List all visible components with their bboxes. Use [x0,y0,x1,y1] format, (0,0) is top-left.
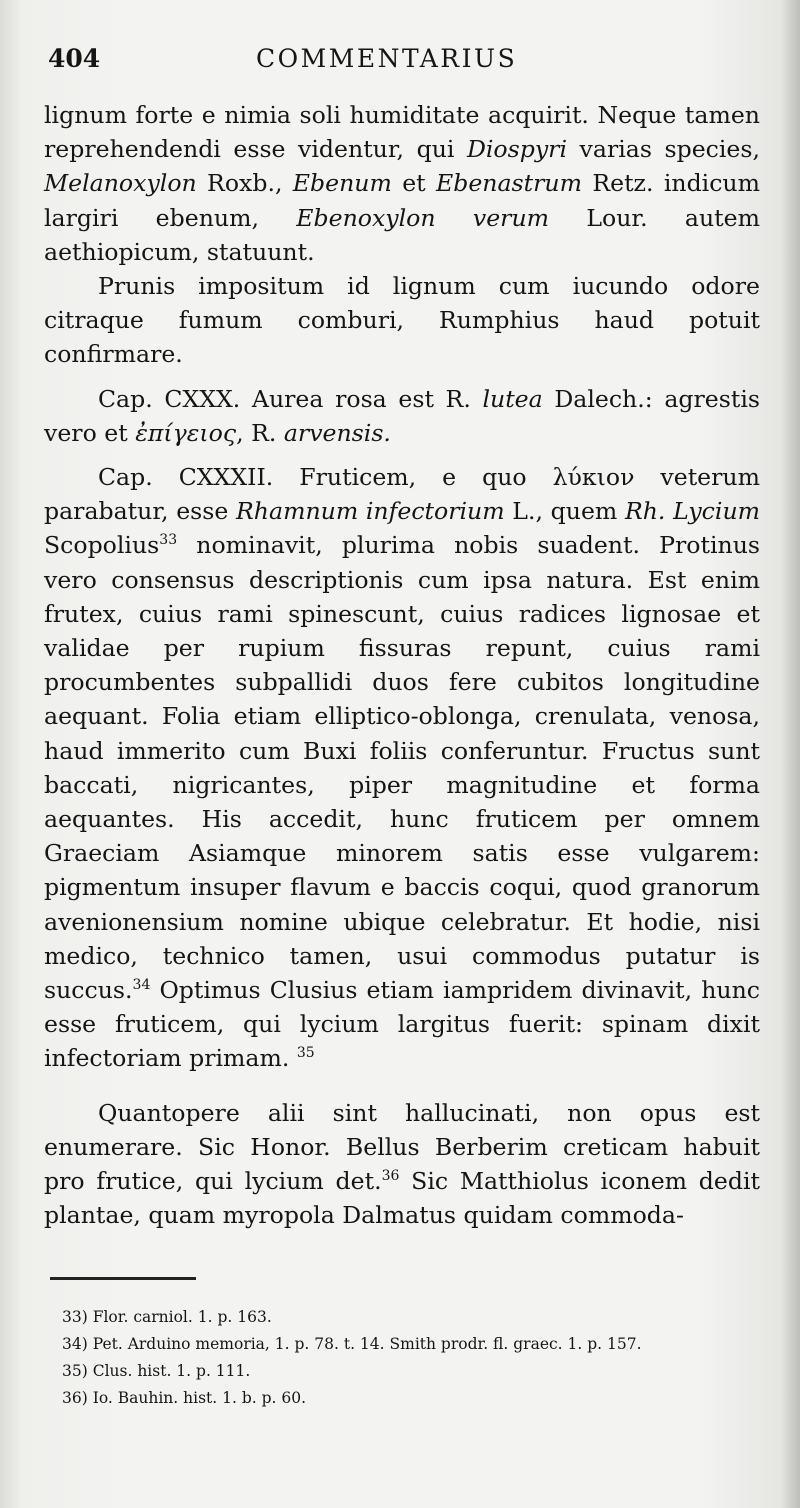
footnote-ref: 36 [381,1168,400,1185]
footnote-text: Flor. carniol. 1. p. 163. [92,1307,272,1326]
text-run: varias species, [567,135,760,164]
page-header [44,36,760,92]
italic-text: Ebenum [292,169,392,198]
footnote-ref: 35 [296,1045,315,1062]
text-run: Retz. indicum largiri ebenum, [44,169,760,232]
text-run: Cap. CXXX. Aurea rosa est R. [98,384,483,413]
text-run: Dalech.: agrestis vero et [44,384,760,447]
text-run: Cap. CXXXII. Fruticem, e quo λύκιον veterum parabatur, esse [44,463,760,526]
paragraph-1 [44,98,760,269]
footnote-number: 36) [62,1388,88,1407]
footnote-text: Pet. Arduino memoria, 1. p. 78. t. 14. Smith prodr. fl. graec. 1. p. 157. [92,1334,642,1353]
text-run: Roxb., [196,169,293,198]
text-run: L., quem [504,497,625,526]
italic-text: Melanoxylon [44,169,197,198]
footnote-36 [44,1385,760,1412]
footnote-number: 33) [62,1307,88,1326]
italic-text: ἐπίγειος [135,418,237,447]
text-run: Sic Matthiolus iconem dedit plantae, quam myropola Dalmatus quidam commoda- [44,1167,760,1230]
italic-text: Ebenoxylon verum [296,203,550,232]
footnotes [44,1304,760,1412]
footnote-number: 35) [62,1361,88,1380]
page-number: 404 [48,44,101,73]
footnote-text: Io. Bauhin. hist. 1. b. p. 60. [92,1388,307,1407]
footnote-34 [44,1331,760,1358]
italic-text: Diospyri [466,135,568,164]
italic-text: Rhamnum infectorium [236,497,505,526]
paragraph-4 [44,460,760,1076]
body-text [44,98,760,1233]
footnote-35 [44,1358,760,1385]
text-run: Quantopere alii sint hallucinati, non opus est enumerare. Sic Honor. Bellus Berberim creticam habuit pro frutice, qui lycium det. [44,1098,760,1196]
text-run: Lour. autem aethiopicum, statuunt. [44,203,760,266]
paragraph-2 [44,269,760,372]
footnote-ref: 33 [159,532,178,549]
footnote-33 [44,1304,760,1331]
running-title: COMMENTARIUS [256,44,518,73]
footnote-number: 34) [62,1334,88,1353]
paragraph-3 [44,382,760,450]
footnote-text: Clus. hist. 1. p. 111. [92,1361,251,1380]
text-run: Prunis impositum id lignum cum iucundo odore citraque fumum comburi, Rumphius haud potuit confirmare. [44,272,760,369]
text-run: nominavit, plurima nobis suadent. Protinus vero consensus descriptionis cum ipsa natura. Est enim frutex, cuius rami spinescunt, cuius radices lignosae et validae per rupium fissuras repunt, cuius rami procumbentes subpallidi duos fere cubitos longitudine aequant. Folia etiam elliptico-oblonga, crenulata, venosa, haud immerito cum Buxi foliis conferuntur. Fructus sunt baccati, nigricantes, piper magnitudine et forma aequantes. His accedit, hunc fruticem per omnem Graeciam Asiamque minorem satis esse vulgarem: pigmentum insuper flavum e baccis coqui, quod granorum avenionensium nomine ubique celebratur. Et hodie, nisi medico, technico tamen, usui commodus putatur is succus. [44,531,760,1005]
text-run: Optimus Clusius etiam iampridem divinavit, hunc esse fruticem, qui lycium largitus fuerit: spinam dixit infectoriam primam. [44,976,760,1073]
italic-text: arvensis. [283,418,391,447]
italic-text: Rh. Lycium [624,497,761,526]
paragraph-5 [44,1096,760,1233]
text-run: et [391,169,436,198]
footnote-ref: 34 [132,977,151,994]
text-run: Scopolius [44,531,160,560]
text-run: lignum forte e nimia soli humiditate acquirit. Neque tamen reprehendendi esse videntur, qui [44,101,760,164]
italic-text: Ebenastrum [436,169,582,198]
footnote-divider [50,1277,196,1280]
text-run: , R. [236,418,284,447]
italic-text: lutea [482,384,543,413]
